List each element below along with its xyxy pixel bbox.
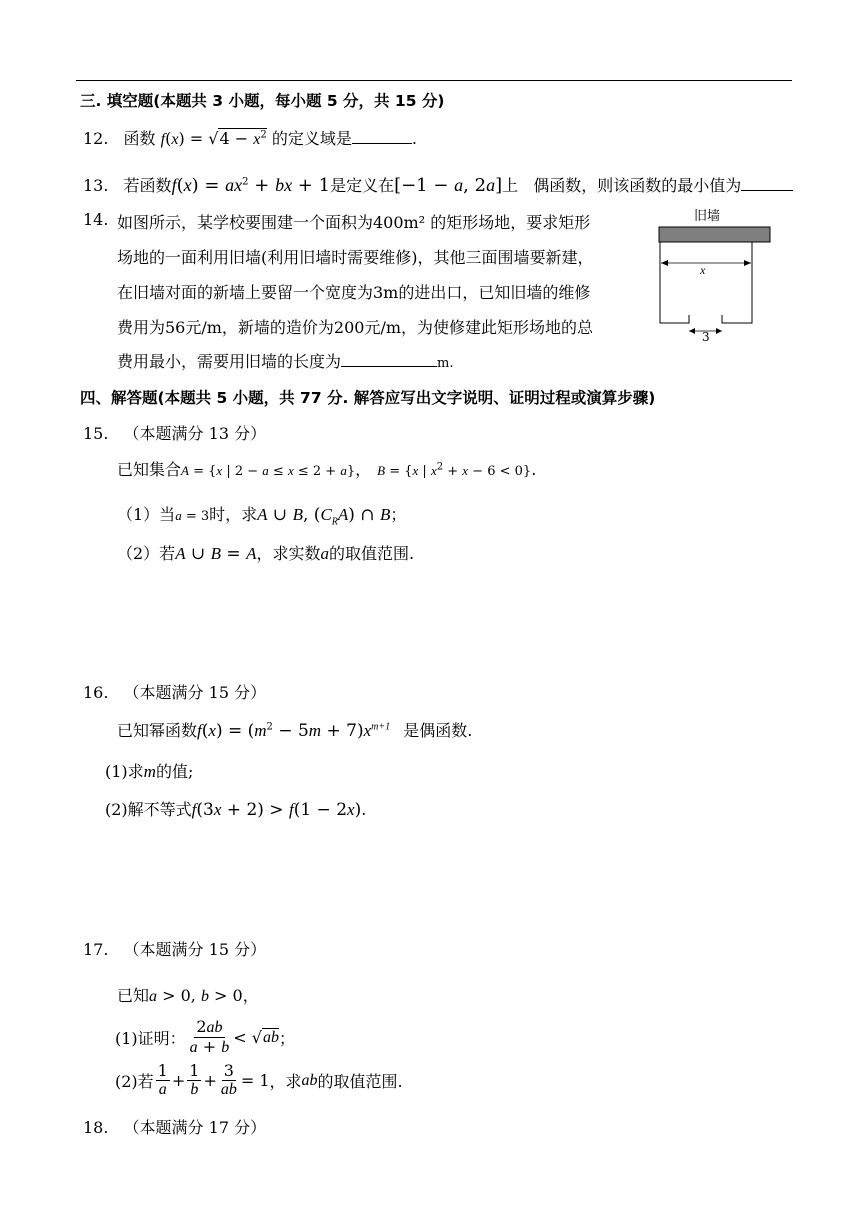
question-15-part-2: （2）若A ∪ B = A，求实数a的取值范围. <box>117 544 415 564</box>
gap-arrow-right <box>716 328 722 334</box>
score-note: （本题满分 17 分） <box>123 1118 267 1137</box>
question-14-line-5 <box>117 345 453 380</box>
score-note: （本题满分 15 分） <box>123 940 267 959</box>
question-14-line-4: 费用为56元/m，新墙的造价为200元/m，为使修建此矩形场地的总 <box>117 318 594 337</box>
part-label: (2)解不等式 <box>105 800 192 819</box>
question-text: ，求 <box>269 1072 302 1091</box>
gap-arrow-left <box>689 328 695 334</box>
question-text: 费用最小，需要用旧墙的长度为 <box>117 352 342 371</box>
question-14-line-1: 如图所示，某学校要围建一个面积为400m² 的矩形场地，要求矩形 <box>117 213 591 232</box>
part-label: （1）当 <box>117 505 176 524</box>
question-12: 12. 函数 $f(x) = √4 - x^2$ 的定义域是 . <box>83 129 417 148</box>
section-heading-solve: 四、解答题(本题共 5 小题，共 77 分. 解答应写出文字说明、证明过程或演算步骤) <box>80 389 656 407</box>
punctuation: ， <box>242 986 259 1005</box>
question-number: 16. <box>83 683 109 702</box>
question-16-part-2 <box>105 797 366 820</box>
section-heading-fill-blank: 三. 填空题(本题共 3 小题，每小题 5 分，共 15 分) <box>80 92 445 110</box>
question-number: 12. <box>83 129 109 148</box>
part-label: (2)若 <box>115 1072 154 1091</box>
question-number: 17. <box>83 940 109 959</box>
question-16-given <box>117 718 472 741</box>
question-14-line-2: 场地的一面利用旧墙(利用旧墙时需要维修)，其他三面围墙要新建， <box>117 248 594 267</box>
question-text: 已知集合 <box>117 460 182 479</box>
question-text: 的定义域是 <box>271 129 352 148</box>
math-expression: a = 3 <box>175 508 210 524</box>
math-expression: a > 0, b > 0 <box>149 986 243 1005</box>
question-17-given <box>117 983 259 1006</box>
math-expression: A ∪ B, $(C_RA)$ ∩ B <box>257 505 391 528</box>
part-label: (1)证明： <box>115 1029 186 1048</box>
answer-blank <box>352 131 412 144</box>
question-15-part-1 <box>117 502 406 527</box>
question-text: 偶函数，则该函数的最小值为 <box>533 176 742 195</box>
x-arrow-left <box>661 260 668 266</box>
question-18-header <box>83 1115 266 1138</box>
question-14-number: 14. <box>83 210 109 229</box>
question-text: 已知 <box>117 986 150 1005</box>
question-16-header <box>83 680 266 703</box>
question-text: 函数 <box>123 129 156 148</box>
wall-diagram-svg <box>652 205 772 345</box>
question-number: 15. <box>83 424 109 443</box>
x-arrow-right <box>744 260 751 266</box>
new-wall-left <box>660 242 689 323</box>
question-text: 的取值范围. <box>329 544 415 563</box>
wall-diagram <box>652 205 772 345</box>
math-expression: f <box>171 175 177 195</box>
answer-blank <box>341 354 437 367</box>
question-15-header <box>83 421 266 444</box>
punctuation: . <box>411 129 417 148</box>
x-label: x <box>700 263 706 277</box>
math-expression: f(3x + 2) > f(1 − 2x) <box>191 800 362 820</box>
question-17-header <box>83 937 266 960</box>
question-text: 的值; <box>155 762 194 781</box>
math-expression: A ∪ B = A <box>175 544 257 564</box>
new-wall-right <box>722 242 752 323</box>
question-13: 13. 若函数$f(x) = ax^2$ + bx + 1是定义在[−1 − a, 2a]上 偶函数，则该函数的最小值为 <box>83 173 793 196</box>
question-number: 18. <box>83 1118 109 1137</box>
old-wall-label: 旧墙 <box>694 209 721 224</box>
math-expression: B = {x | $x^2 + x - 6 < 0$} <box>377 461 532 479</box>
header-rule <box>76 80 792 81</box>
question-text: 时，求 <box>209 505 258 524</box>
question-text: 是定义在 <box>330 176 395 195</box>
question-17-part-2: (2)若 $\frac{1}{a}$ + $\frac{1}{b}$ + $\frac{3}{ab}$ = 1 ，求 ab 的取值范围. <box>115 1061 403 1098</box>
score-note: （本题满分 15 分） <box>123 683 267 702</box>
question-15-given: 已知集合A = {x | 2 − a ≤ x ≤ 2 + a}， B = {x | $x^2 + x - 6 < 0$}. <box>117 460 537 479</box>
question-17-part-1: (1)证明： $\frac{2ab}{a + b}$ < √ ab ； <box>115 1017 295 1056</box>
part-label: （2）若 <box>117 544 176 563</box>
score-note: （本题满分 13 分） <box>123 424 267 443</box>
old-wall-shape <box>659 227 770 242</box>
question-16-part-1: (1)求m的值; <box>105 762 194 781</box>
part-label: (1)求 <box>105 762 144 781</box>
question-14-line-3: 在旧墙对面的新墙上要留一个宽度为3m的进出口，已知旧墙的维修 <box>117 283 591 302</box>
question-text: 是偶函数. <box>403 721 473 740</box>
fraction: $\frac{1}{a}$ <box>157 1061 168 1098</box>
math-expression: $f(x) = (m^2 - 5m + 7)x^{m+1}$ <box>197 721 391 741</box>
question-text: 若函数 <box>123 176 172 195</box>
punctuation: . <box>361 800 367 819</box>
question-text: 的取值范围. <box>317 1072 403 1091</box>
fraction: $\frac{3}{ab}$ <box>220 1061 237 1098</box>
math-expression: A = {x | 2 − a ≤ x ≤ 2 + a} <box>181 463 356 479</box>
question-text: 已知幂函数 <box>117 721 198 740</box>
math-expression: f <box>160 131 166 148</box>
gap-label: 3 <box>702 330 710 344</box>
fraction: $\frac{1}{b}$ <box>189 1061 200 1098</box>
question-text: ，求实数 <box>256 544 321 563</box>
question-text: 上 <box>502 176 519 195</box>
answer-blank <box>741 178 793 191</box>
fraction: $\frac{2ab}{a + b}$ <box>189 1017 230 1056</box>
question-number: 13. <box>83 176 109 195</box>
unit: m. <box>437 356 454 371</box>
punctuation: ； <box>390 505 407 524</box>
punctuation: ， <box>355 460 372 479</box>
punctuation: ； <box>278 1029 295 1048</box>
